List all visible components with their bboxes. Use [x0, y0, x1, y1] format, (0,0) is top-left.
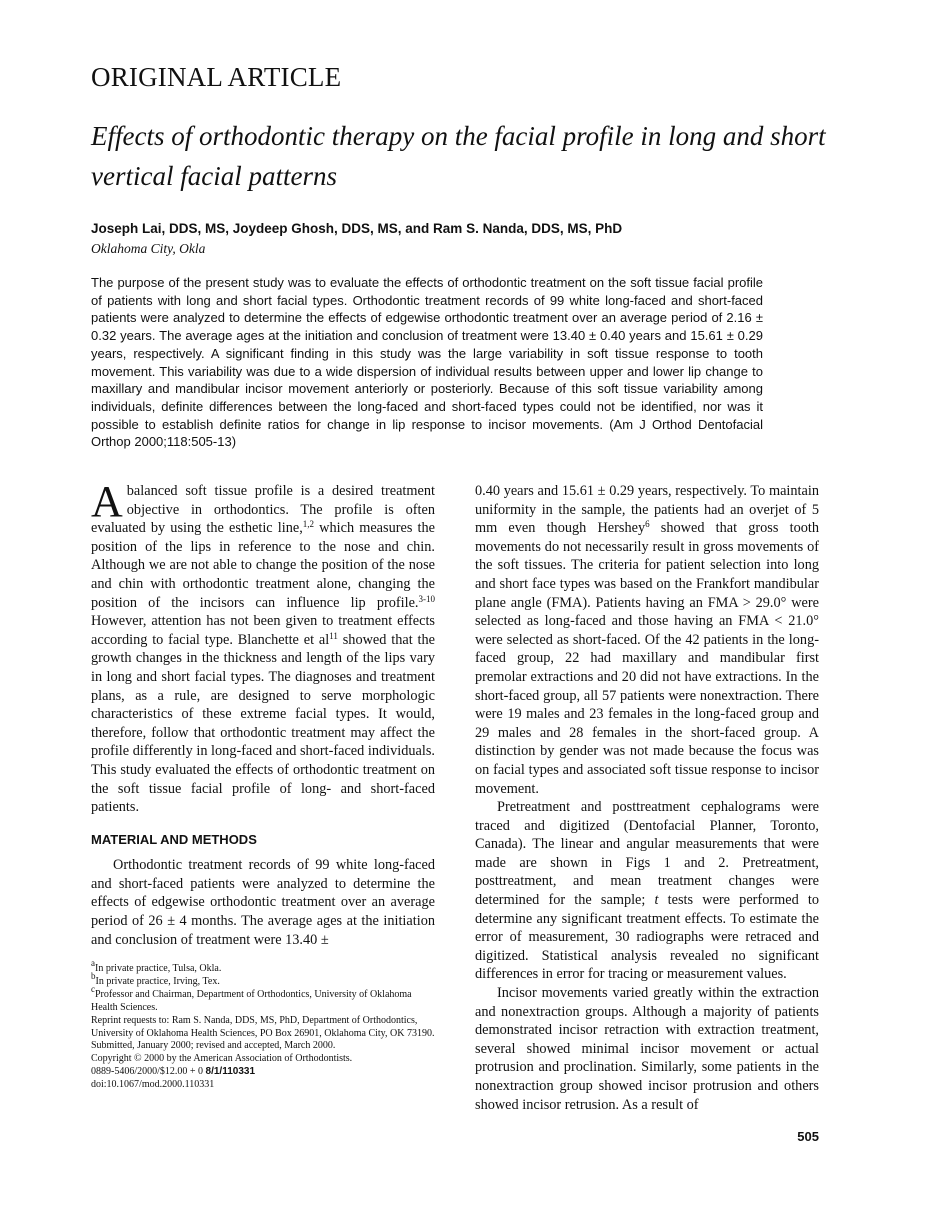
- methods-continued-paragraph: [475, 482, 819, 798]
- footnotes: [91, 958, 437, 1092]
- intro-text-1: balanced soft tissue profile is a desired treatment objective in orthodontics. The profile is often evaluated by using the esthetic line,: [91, 483, 435, 537]
- citation-ref: 1,2: [302, 519, 315, 530]
- submission-dates: Submitted, January 2000; revised and accepted, March 2000.: [91, 1040, 336, 1052]
- abstract: The purpose of the present study was to evaluate the effects of orthodontic treatment on the soft tissue facial profile of patients with long and short facial types. Orthodontic treatment records of 99 white long-faced and short-faced patients were analyzed to determine the effects of edgewise orthodontic treatment over an average period of 2.16 ± 0.32 years. The average ages at the initiation and conclusion of treatment were 13.40 ± 0.40 years and 15.61 ± 0.29 years, respectively. A significant finding in this study was the large variability in soft tissue response to tooth movement. This variability was due to a wide dispersion of individual results between upper and lower lip change to maxillary and mandibular incisor movement anteriorly or posteriorly. Because of this soft tissue variability among individuals, definite differences between the long-faced and short-faced types could not be identified, nor was it possible to establish definite ratios for change in lip response to incisor movements. (Am J Orthod Dentofacial Orthop 2000;118:505-13): [91, 275, 763, 450]
- paragraph-text: 0.40 years and 15.61 ± 0.29 years, respectively. To maintain uniformity in the sample, the patients had an overjet of 5 mm even though Hershey: [475, 483, 819, 537]
- t-test-italic: t: [654, 892, 659, 909]
- incisor-paragraph: Incisor movements varied greatly within the extraction and nonextraction groups. Although a majority of patients demonstrated incisor retraction with extraction treatment, several showed minimal incisor movement or actual protrusion and proclination. Similarly, some patients in the nonextraction group showed incisor protrusion and others showed incisor retrusion. As a result of: [475, 985, 819, 1113]
- section-heading-methods: MATERIAL AND METHODS: [91, 831, 257, 847]
- footnote-mark: b: [91, 970, 96, 981]
- left-column: [91, 477, 435, 949]
- article-title: Effects of orthodontic therapy on the facial profile in long and short vertical facial patterns: [91, 121, 826, 191]
- paragraph-text: tests were performed to determine any significant treatment effects. To estimate the error of measurement, 30 radiographs were retraced and digitized. Statistical analysis revealed no significant differences in error for tracing or measurement values.: [475, 892, 819, 983]
- issn-code: 8/1/110331: [205, 1066, 256, 1078]
- issn-line: [91, 1066, 437, 1079]
- intro-text-3: However, attention has not been given to treatment effects according to facial type. Blanchette et al: [91, 613, 435, 648]
- reprint-requests: Reprint requests to: Ram S. Nanda, DDS, MS, PhD, Department of Orthodontics, University of Oklahoma Health Sciences, PO Box 26901, Oklahoma City, OK 73190.: [91, 1014, 435, 1039]
- doi-line: doi:10.1067/mod.2000.110331: [91, 1079, 215, 1091]
- cephalogram-paragraph: [475, 798, 819, 984]
- article-type-label: ORIGINAL ARTICLE: [91, 62, 342, 92]
- author-list: Joseph Lai, DDS, MS, Joydeep Ghosh, DDS, MS, and Ram S. Nanda, DDS, MS, PhD: [91, 221, 623, 236]
- citation-ref: 11: [329, 630, 338, 641]
- footnote-text: In private practice, Irving, Tex.: [95, 975, 220, 987]
- footnote-mark: a: [91, 958, 95, 968]
- citation-ref: 3-10: [418, 593, 435, 604]
- footnote-text: In private practice, Tulsa, Okla.: [95, 963, 222, 974]
- paragraph-text: Pretreatment and posttreatment cephalograms were traced and digitized (Dentofacial Planner, Toronto, Canada). The linear and angular measurements that were made are shown in Figs 1 and 2. Pretreatment, posttreatment, and mean treatment changes were determined for the sample;: [475, 799, 819, 909]
- intro-paragraph: [91, 477, 435, 817]
- footnote-a: [91, 958, 437, 976]
- drop-cap: A: [91, 477, 123, 526]
- intro-text-2: which measures the position of the lips in reference to the nose and chin. Although we are not able to change the position of the nose and chin with orthodontic treatment alone, changing the position of the incisors can influence lip profile.: [91, 520, 435, 611]
- footnote-c: [91, 983, 437, 1015]
- footnote-b: [91, 970, 437, 989]
- page-number: 505: [797, 1129, 819, 1144]
- issn-text: 0889-5406/2000/$12.00 + 0: [91, 1066, 206, 1078]
- right-column: [475, 482, 819, 1114]
- footnote-mark: c: [91, 983, 95, 994]
- paragraph-text: showed that gross tooth movements do not necessarily result in gross movements of the soft tissues. The criteria for patient selection into long and short face types was based on the Frankfort mandibular plane angle (FMA). Patients having an FMA > 29.0° were selected as long-faced and those having an FMA < 21.0° were selected as short-faced. Of the 42 patients in the long-faced group, 22 had maxillary and mandibular first premolar extractions and 20 did not have extractions. In the short-faced group, all 57 patients were nonextraction. There were 19 males and 23 females in the long-faced group and 29 males and 28 females in the short-faced group. A distinction by gender was not made because the focus was on facial types and associated soft tissue response to incisor movement.: [475, 520, 819, 797]
- methods-paragraph: Orthodontic treatment records of 99 white long-faced and short-faced patients were analyzed to determine the effects of edgewise orthodontic treatment over an average period of 26 ± 4 months. The average ages at the initiation and conclusion of treatment were 13.40 ±: [91, 857, 435, 948]
- citation-ref: 6: [645, 519, 650, 530]
- intro-text-4: showed that the growth changes in the thickness and length of the lips vary in long and short facial types. The diagnoses and treatment plans, as a rule, are designed to serve morphologic characteristics of these extreme facial types. It would, therefore, follow that orthodontic treatment may affect the profile differently in long-faced and short-faced individuals. This study evaluated the effects of orthodontic treatment on the soft tissue facial profile of long- and short-faced patients.: [91, 631, 435, 816]
- author-location: Oklahoma City, Okla: [91, 241, 206, 256]
- copyright-notice: Copyright © 2000 by the American Association of Orthodontists.: [91, 1053, 353, 1065]
- footnote-text: Professor and Chairman, Department of Orthodontics, University of Oklahoma Health Sciences.: [91, 988, 412, 1013]
